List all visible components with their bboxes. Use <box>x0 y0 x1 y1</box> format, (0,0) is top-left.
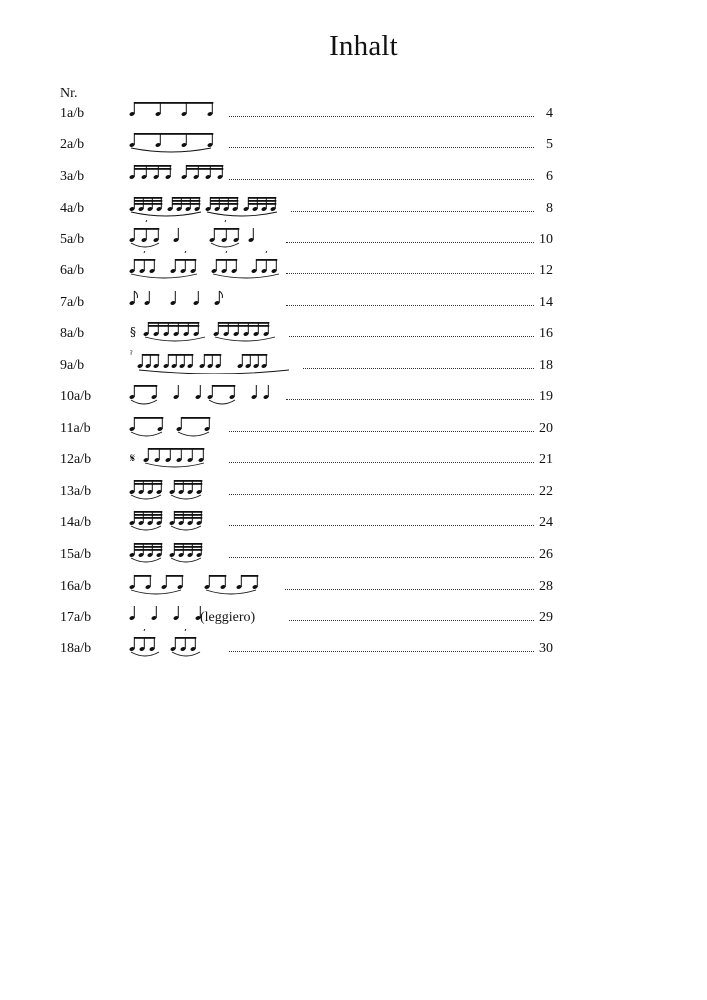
page-number: 20 <box>539 421 553 436</box>
entry-number: 10a/b <box>60 389 92 404</box>
dot-leader <box>229 431 534 432</box>
rhythm-notation <box>129 409 299 437</box>
toc-row <box>0 418 707 440</box>
rhythm-notation <box>129 535 299 563</box>
entry-number: 18a/b <box>60 641 92 656</box>
toc-row <box>0 638 707 660</box>
entry-number: 13a/b <box>60 484 92 499</box>
rhythm-notation <box>129 503 299 531</box>
dot-leader <box>303 368 534 369</box>
rhythm-notation <box>129 440 299 468</box>
toc-row <box>0 449 707 471</box>
toc-row <box>0 260 707 282</box>
page-number: 28 <box>539 579 553 594</box>
entry-number: 8a/b <box>60 326 85 341</box>
entry-number: 7a/b <box>60 295 85 310</box>
page-number: 5 <box>546 137 553 152</box>
toc-row <box>0 481 707 503</box>
dot-leader <box>286 273 534 274</box>
page-number: 12 <box>539 263 553 278</box>
dot-leader <box>229 147 534 148</box>
rhythm-notation <box>129 125 299 153</box>
page-number: 22 <box>539 484 553 499</box>
entry-number: 16a/b <box>60 579 92 594</box>
toc-row <box>0 134 707 156</box>
page-number: 4 <box>546 106 553 121</box>
rhythm-notation <box>129 567 299 595</box>
toc-row <box>0 198 707 220</box>
entry-number: 15a/b <box>60 547 92 562</box>
dot-leader <box>291 211 534 212</box>
dot-leader <box>229 179 534 180</box>
rhythm-notation <box>129 94 299 122</box>
entry-number: 12a/b <box>60 452 92 467</box>
rhythm-notation <box>129 472 299 500</box>
dot-leader <box>229 494 534 495</box>
dot-leader <box>229 462 534 463</box>
dot-leader <box>286 242 534 243</box>
dot-leader <box>289 620 534 621</box>
svg-text:ˀ: ˀ <box>130 350 133 361</box>
entry-number: 11a/b <box>60 421 91 436</box>
page-number: 14 <box>539 295 553 310</box>
rhythm-notation <box>129 346 299 374</box>
toc-row <box>0 292 707 314</box>
toc-row <box>0 166 707 188</box>
page-number: 6 <box>546 169 553 184</box>
toc-row <box>0 229 707 251</box>
page-number: 16 <box>539 326 553 341</box>
page-number: 29 <box>539 610 553 625</box>
performance-direction: (leggiero) <box>200 610 256 625</box>
nr-column-header: Nr. <box>60 86 78 101</box>
page-number: 24 <box>539 515 553 530</box>
dot-leader <box>229 651 534 652</box>
svg-text:𝄋: 𝄋 <box>130 451 136 465</box>
dot-leader <box>285 589 534 590</box>
entry-number: 3a/b <box>60 169 85 184</box>
dot-leader <box>286 305 534 306</box>
toc-row <box>0 607 707 629</box>
entry-number: 1a/b <box>60 106 85 121</box>
toc-row <box>0 386 707 408</box>
rhythm-notation <box>129 314 299 342</box>
dot-leader <box>289 336 534 337</box>
toc-row <box>0 512 707 534</box>
rhythm-notation <box>129 157 299 185</box>
toc-row <box>0 350 707 377</box>
dot-leader <box>229 525 534 526</box>
entry-number: 4a/b <box>60 201 85 216</box>
page-number: 18 <box>539 358 553 373</box>
entry-number: 5a/b <box>60 232 85 247</box>
rhythm-notation <box>129 377 299 405</box>
entry-number: 14a/b <box>60 515 92 530</box>
page-number: 8 <box>546 201 553 216</box>
page-number: 30 <box>539 641 553 656</box>
toc-row <box>0 103 707 125</box>
rhythm-notation <box>129 189 299 217</box>
entry-number: 17a/b <box>60 610 92 625</box>
rhythm-notation <box>129 251 299 279</box>
toc-row <box>0 323 707 345</box>
dot-leader <box>229 557 534 558</box>
dot-leader <box>229 116 534 117</box>
page-number: 21 <box>539 452 553 467</box>
rhythm-notation <box>129 220 299 248</box>
entry-number: 9a/b <box>60 358 85 373</box>
page-number: 26 <box>539 547 553 562</box>
entry-number: 2a/b <box>60 137 85 152</box>
rhythm-notation <box>129 629 299 657</box>
dot-leader <box>286 399 534 400</box>
page-number: 19 <box>539 389 553 404</box>
page-number: 10 <box>539 232 553 247</box>
rhythm-notation <box>129 283 299 311</box>
page-title: Inhalt <box>329 30 398 62</box>
svg-text:§: § <box>130 325 136 339</box>
entry-number: 6a/b <box>60 263 85 278</box>
toc-row <box>0 544 707 566</box>
toc-row <box>0 576 707 598</box>
